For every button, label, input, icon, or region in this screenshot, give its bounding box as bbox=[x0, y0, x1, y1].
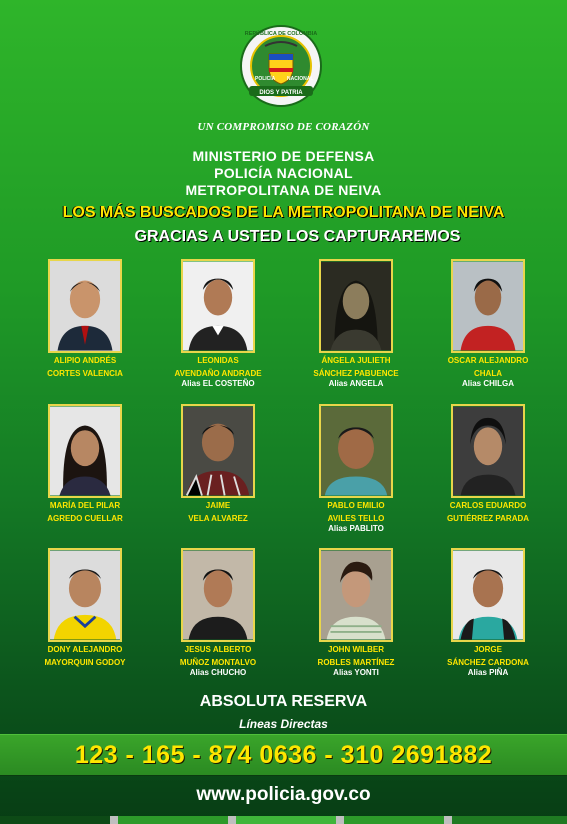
wanted-card bbox=[423, 259, 553, 389]
wanted-card bbox=[20, 259, 150, 379]
person-name-line2: SÁNCHEZ CARDONA bbox=[447, 658, 529, 667]
mugshot-photo bbox=[181, 404, 255, 498]
mugshot-photo bbox=[451, 404, 525, 498]
person-name-line1: OSCAR ALEJANDRO bbox=[447, 356, 529, 365]
wanted-card bbox=[153, 404, 283, 524]
header-line-metropolitan: METROPOLITANA DE NEIVA bbox=[185, 182, 382, 198]
person-alias: Alias PABLITO bbox=[328, 524, 384, 533]
person-name-line2: MUÑOZ MONTALVO bbox=[179, 658, 257, 667]
person-name-line1: MARÍA DEL PILAR bbox=[49, 501, 121, 510]
person-name-line1: JOHN WILBER bbox=[328, 645, 384, 654]
headline: LOS MÁS BUSCADOS DE LA METROPOLITANA DE NEIVA bbox=[62, 204, 505, 221]
person-name-line1: JAIME bbox=[205, 501, 231, 510]
header-line-ministry: MINISTERIO DE DEFENSA bbox=[192, 148, 375, 164]
person-alias: Alias ANGELA bbox=[328, 379, 384, 388]
mugshot-photo bbox=[451, 259, 525, 353]
person-alias: Alias YONTI bbox=[333, 668, 379, 677]
person-name-line2: AGREDO CUELLAR bbox=[47, 514, 123, 523]
person-alias: Alias CHILGA bbox=[461, 379, 514, 388]
emblem-banner-right: NACIONAL bbox=[287, 76, 314, 82]
person-name-line2: GUTIÉRREZ PARADA bbox=[446, 514, 530, 523]
mugshot-photo bbox=[48, 259, 122, 353]
person-name-line1: JORGE bbox=[473, 645, 502, 654]
wanted-card bbox=[291, 259, 421, 389]
footer-stripes bbox=[0, 816, 567, 824]
person-name-line1: ÁNGELA JULIETH bbox=[321, 356, 391, 365]
person-alias: Alias PIÑA bbox=[467, 668, 509, 677]
police-emblem bbox=[235, 24, 327, 112]
mugshot-photo bbox=[319, 259, 393, 353]
wanted-card bbox=[153, 259, 283, 389]
mugshot-photo bbox=[181, 259, 255, 353]
direct-lines-label: Líneas Directas bbox=[239, 717, 328, 731]
wanted-card bbox=[291, 404, 421, 534]
wanted-card bbox=[20, 404, 150, 524]
mugshot-photo bbox=[48, 548, 122, 642]
mugshot-photo bbox=[181, 548, 255, 642]
person-name-line2: CORTES VALENCIA bbox=[47, 369, 123, 378]
subheadline: GRACIAS A USTED LOS CAPTURAREMOS bbox=[134, 228, 461, 245]
person-name-line2: VELA ALVAREZ bbox=[188, 514, 248, 523]
person-name-line2: ROBLES MARTÍNEZ bbox=[317, 658, 395, 667]
mugshot-photo bbox=[319, 548, 393, 642]
person-name-line2: CHALA bbox=[474, 369, 502, 378]
absolute-reserve-label: ABSOLUTA RESERVA bbox=[199, 693, 368, 710]
person-name-line2: AVENDAÑO ANDRADE bbox=[174, 369, 262, 378]
person-name-line1: DONY ALEJANDRO bbox=[47, 645, 123, 654]
person-name-line2: AVILES TELLO bbox=[327, 514, 385, 523]
emblem-ring-text: REPÚBLICA DE COLOMBIA bbox=[244, 31, 318, 37]
person-alias: Alias CHUCHO bbox=[189, 668, 247, 677]
mugshot-photo bbox=[319, 404, 393, 498]
slogan: UN COMPROMISO DE CORAZÓN bbox=[197, 121, 370, 133]
mugshot-photo bbox=[48, 404, 122, 498]
header-line-police: POLICÍA NACIONAL bbox=[214, 165, 353, 181]
phone-numbers: 123 - 165 - 874 0636 - 310 2691882 bbox=[74, 741, 493, 769]
person-name-line2: MAYORQUIN GODOY bbox=[44, 658, 126, 667]
wanted-card bbox=[423, 404, 553, 524]
person-name-line1: PABLO EMILIO bbox=[327, 501, 385, 510]
emblem-banner-left: POLICÍA bbox=[255, 76, 276, 82]
emblem-motto: DIOS Y PATRIA bbox=[259, 90, 303, 96]
person-name-line1: CARLOS EDUARDO bbox=[449, 501, 527, 510]
person-name-line1: LEONIDAS bbox=[197, 356, 239, 365]
mugshot-photo bbox=[451, 548, 525, 642]
wanted-card bbox=[291, 548, 421, 678]
wanted-card bbox=[153, 548, 283, 678]
wanted-card bbox=[423, 548, 553, 678]
person-alias: Alias EL COSTEÑO bbox=[181, 379, 255, 388]
website-link[interactable]: www.policia.gov.co bbox=[196, 784, 371, 805]
person-name-line2: SÁNCHEZ PABUENCE bbox=[313, 369, 399, 378]
person-name-line1: JESUS ALBERTO bbox=[184, 645, 252, 654]
wanted-card bbox=[20, 548, 150, 668]
person-name-line1: ALIPIO ANDRÉS bbox=[53, 356, 117, 365]
